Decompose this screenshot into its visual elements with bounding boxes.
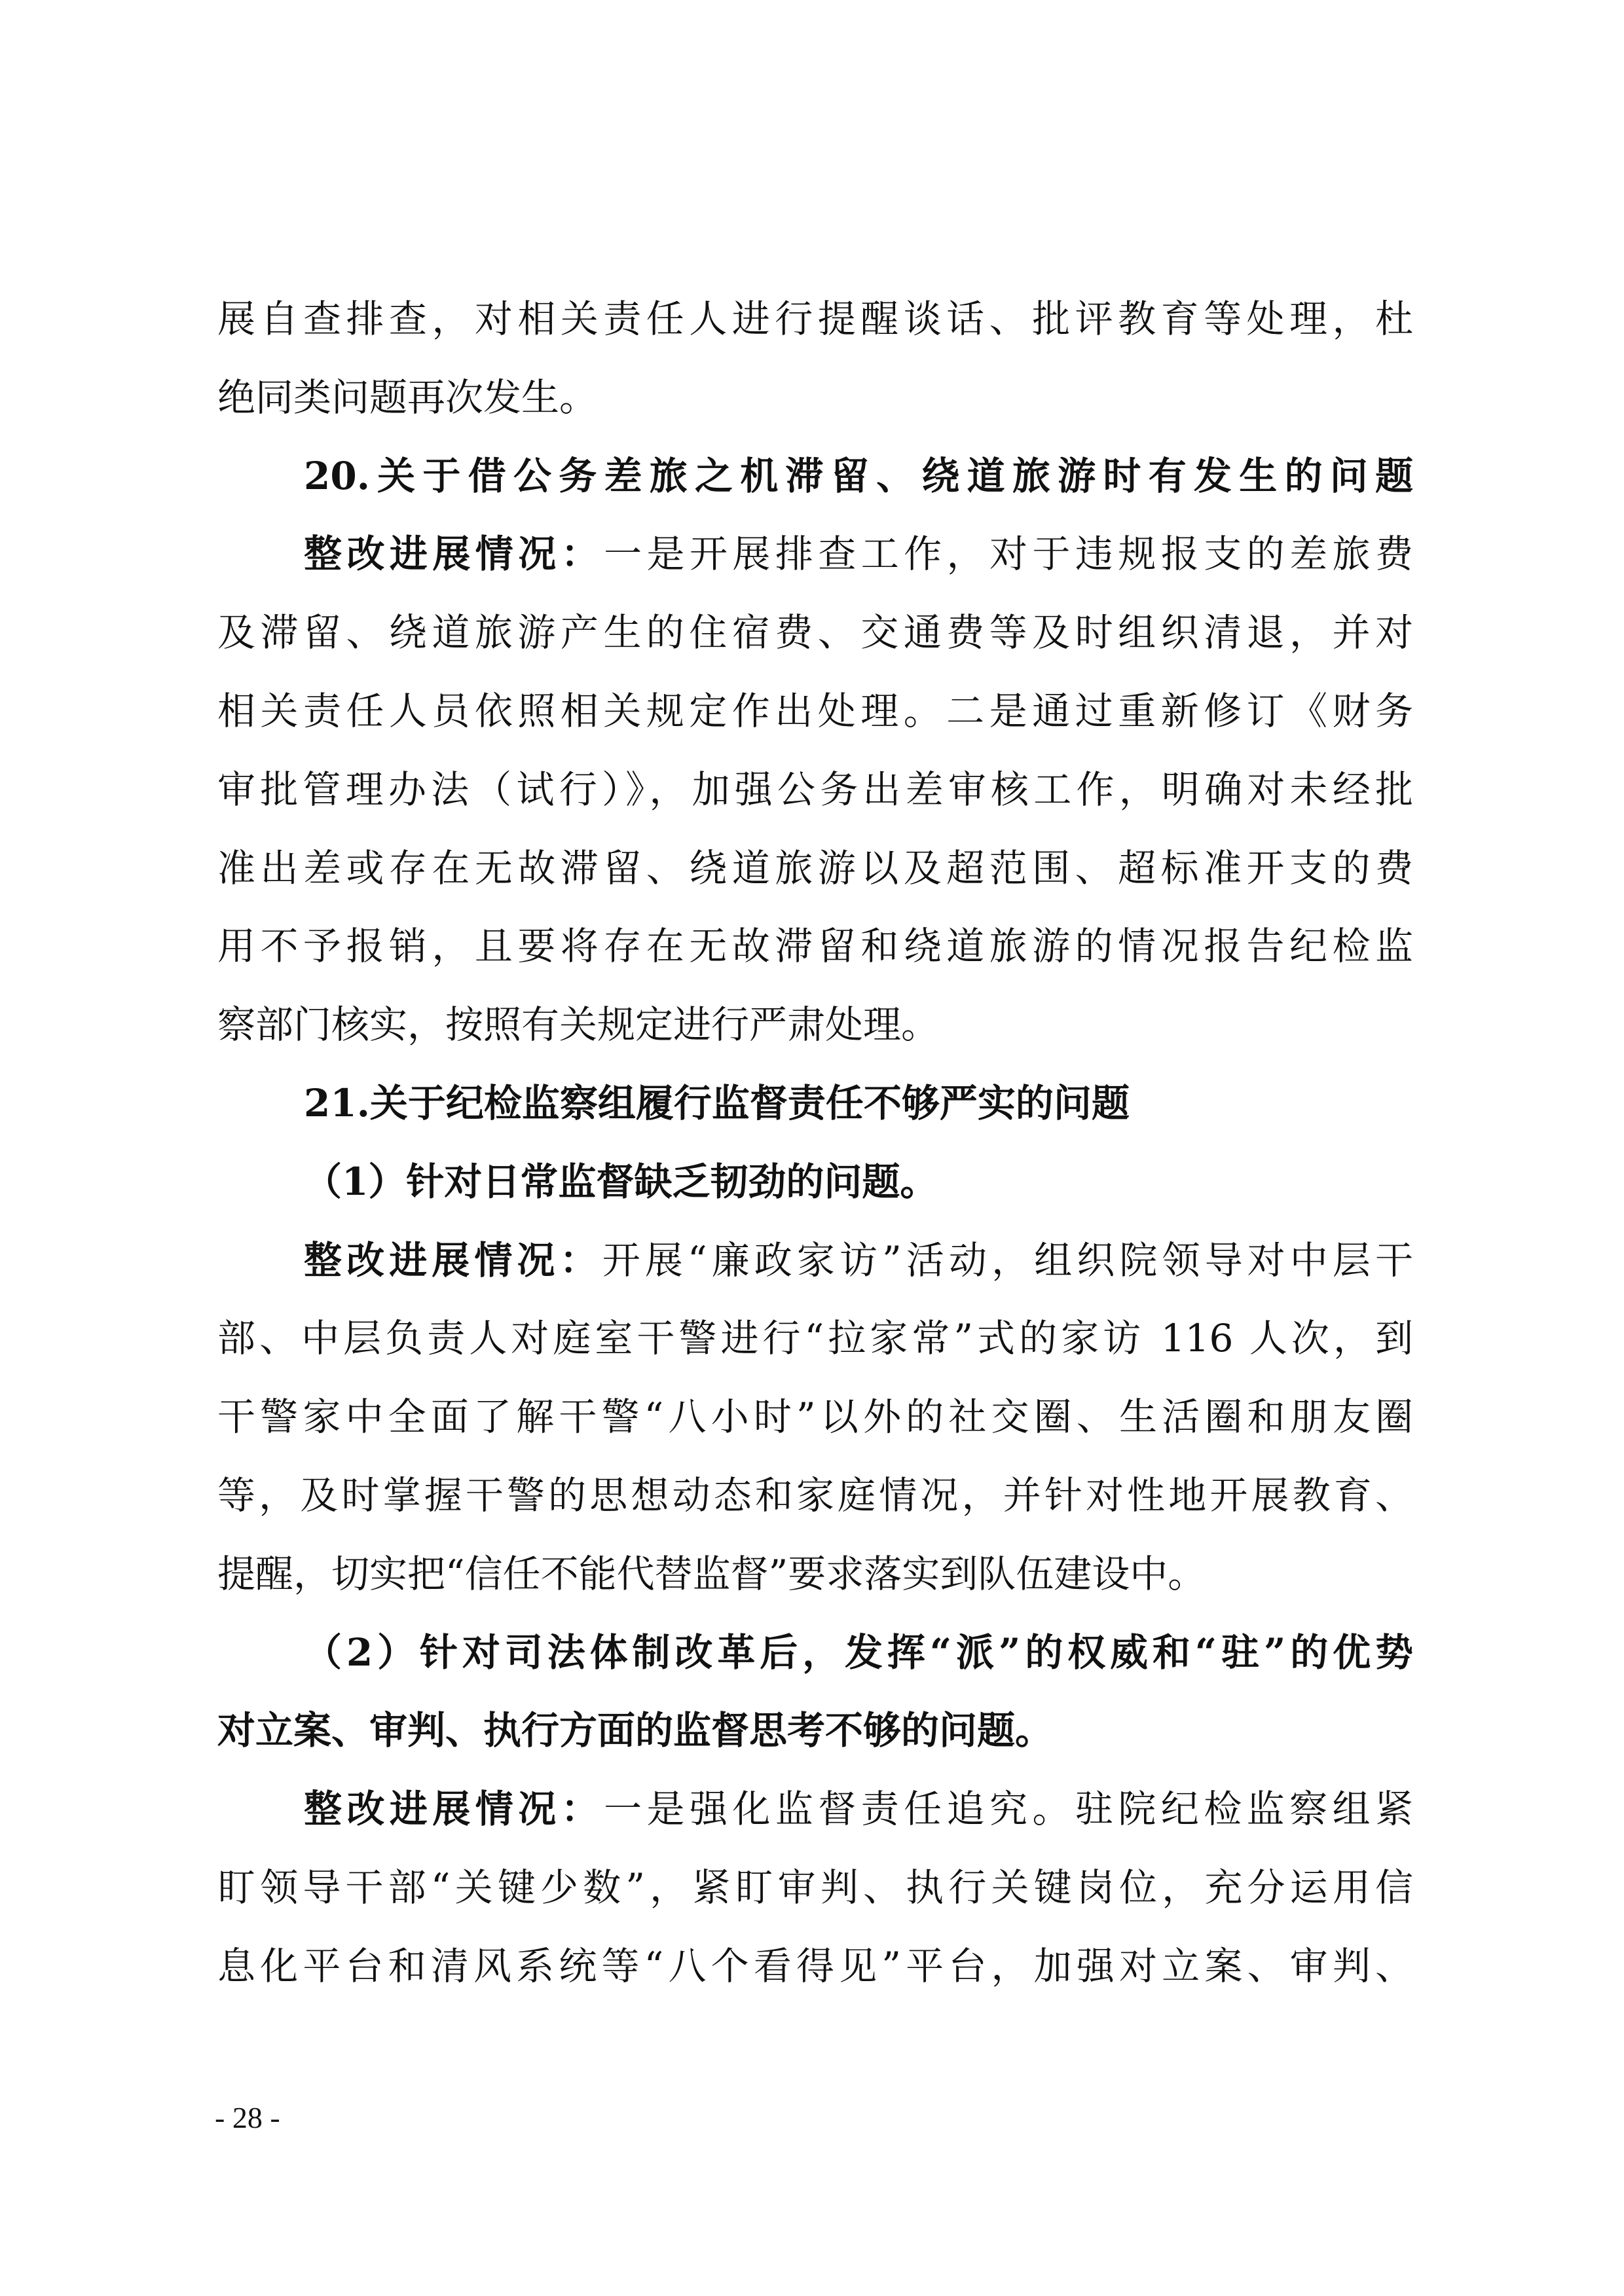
body-text-line: 绝同类问题再次发生。 [217, 374, 598, 420]
body-text-line: 展自查排查，对相关责任人进行提醒谈话、批评教育等处理，杜 [217, 297, 1413, 341]
body-text-line: 干警家中全面了解干警“八小时”以外的社交圈、生活圈和朋友圈 [217, 1394, 1413, 1440]
section-heading: 21.关于纪检监察组履行监督责任不够严实的问题 [304, 1080, 1130, 1125]
body-text-line: 及滞留、绕道旅游产生的住宿费、交通费等及时组织清退，并对 [217, 610, 1413, 655]
body-text-line: 相关责任人员依照相关规定作出处理。二是通过重新修订《财务 [217, 688, 1413, 733]
body-text-line: 部、中层负责人对庭室干警进行“拉家常”式的家访 116 人次，到 [217, 1316, 1413, 1361]
progress-label: 整改进展情况： [304, 1787, 604, 1832]
progress-paragraph-line [217, 1222, 1413, 1300]
body-text-line: 盯领导干部“关键少数”，紧盯审判、执行关键岗位，充分运用信 [217, 1865, 1413, 1910]
body-text-line: 等，及时掌握干警的思想动态和家庭情况，并针对性地开展教育、 [217, 1472, 1413, 1518]
subsection-heading-continuation: 对立案、审判、执行方面的监督思考不够的问题。 [217, 1708, 1054, 1753]
document-body [217, 280, 1413, 2006]
body-text-line: 息化平台和清风系统等“八个看得见”平台，加强对立案、审判、 [217, 1943, 1413, 1988]
subsection-heading: （1）针对日常监督缺乏韧劲的问题。 [304, 1159, 938, 1204]
page-number: - 28 - [215, 2101, 280, 2134]
progress-label: 整改进展情况： [304, 532, 604, 577]
body-text: 开展“廉政家访”活动，组织院领导对中层干 [602, 1237, 1413, 1283]
section-heading: 20.关于借公务差旅之机滞留、绕道旅游时有发生的问题 [304, 453, 1413, 498]
body-text-line: 察部门核实，按照有关规定进行严肃处理。 [217, 1002, 940, 1048]
progress-paragraph-line [217, 1770, 1413, 1849]
body-text-line: 准出差或存在无故滞留、绕道旅游以及超范围、超标准开支的费 [217, 845, 1413, 890]
progress-paragraph-line [217, 515, 1413, 594]
body-text: 一是开展排查工作，对于违规报支的差旅费 [604, 532, 1413, 577]
subsection-heading: （2）针对司法体制改革后，发挥“派”的权威和“驻”的优势 [304, 1630, 1413, 1675]
body-text-line: 提醒，切实把“信任不能代替监督”要求落实到队伍建设中。 [217, 1551, 1206, 1596]
body-text-line: 用不予报销，且要将存在无故滞留和绕道旅游的情况报告纪检监 [217, 924, 1413, 969]
body-text: 一是强化监督责任追究。驻院纪检监察组紧 [604, 1787, 1413, 1832]
body-text-line: 审批管理办法（试行）》，加强公务出差审核工作，明确对未经批 [217, 767, 1413, 812]
progress-label: 整改进展情况： [304, 1237, 602, 1283]
